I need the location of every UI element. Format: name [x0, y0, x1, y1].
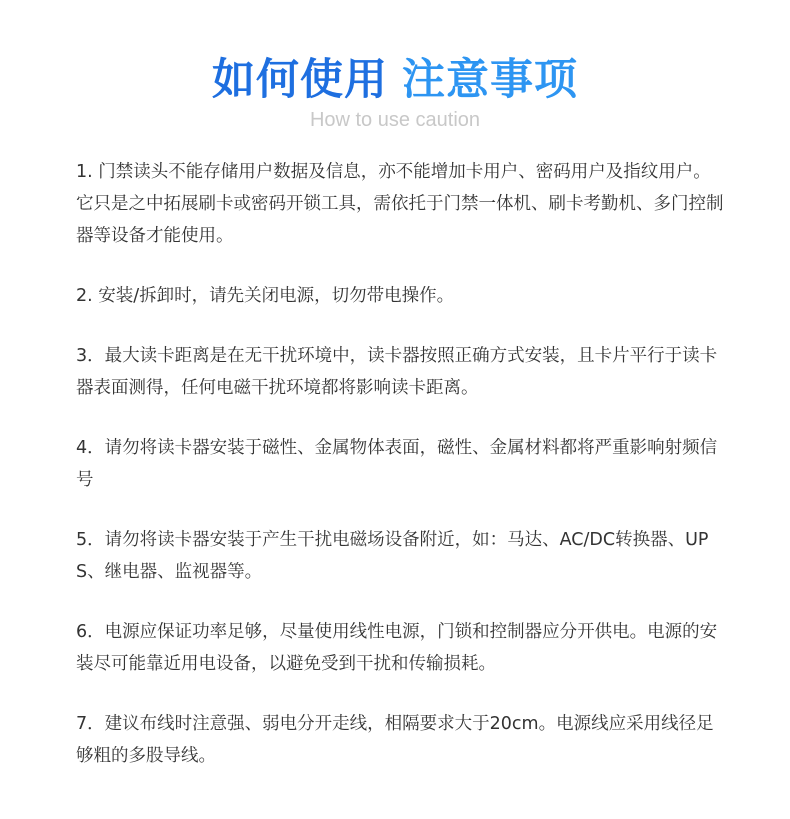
page-title — [0, 52, 790, 108]
caution-item-6: 6．电源应保证功率足够，尽量使用线性电源，门锁和控制器应分开供电。电源的安装尽可能靠近用电设备，以避免受到干扰和传输损耗。 — [76, 622, 718, 674]
caution-item-1: 1. 门禁读头不能存储用户数据及信息，亦不能增加卡用户、密码用户及指纹用户。它只是之中拓展刷卡或密码开锁工具，需依托于门禁一体机、刷卡考勤机、多门控制器等设备才能使用。 — [76, 162, 724, 246]
title-secondary-text: 注意事项 — [402, 55, 578, 105]
caution-item-4: 4．请勿将读卡器安装于磁性、金属物体表面，磁性、金属材料都将严重影响射频信号 — [76, 438, 718, 490]
caution-item-7: 7．建议布线时注意强、弱电分开走线，相隔要求大于20cm。电源线应采用线径足够粗的多股导线。 — [76, 714, 714, 766]
caution-item-3: 3．最大读卡距离是在无干扰环境中，读卡器按照正确方式安装，且卡片平行于读卡器表面测得，任何电磁干扰环境都将影响读卡距离。 — [76, 346, 718, 398]
title-primary-text: 如何使用 — [212, 55, 388, 105]
caution-item-5: 5．请勿将读卡器安装于产生干扰电磁场设备附近，如：马达、AC/DC转换器、UPS、继电器、监视器等。 — [76, 530, 709, 582]
page-subtitle: How to use caution — [309, 109, 481, 131]
page-header — [0, 52, 790, 132]
caution-list — [76, 156, 724, 772]
caution-item-2: 2. 安装/拆卸时，请先关闭电源，切勿带电操作。 — [76, 286, 455, 306]
